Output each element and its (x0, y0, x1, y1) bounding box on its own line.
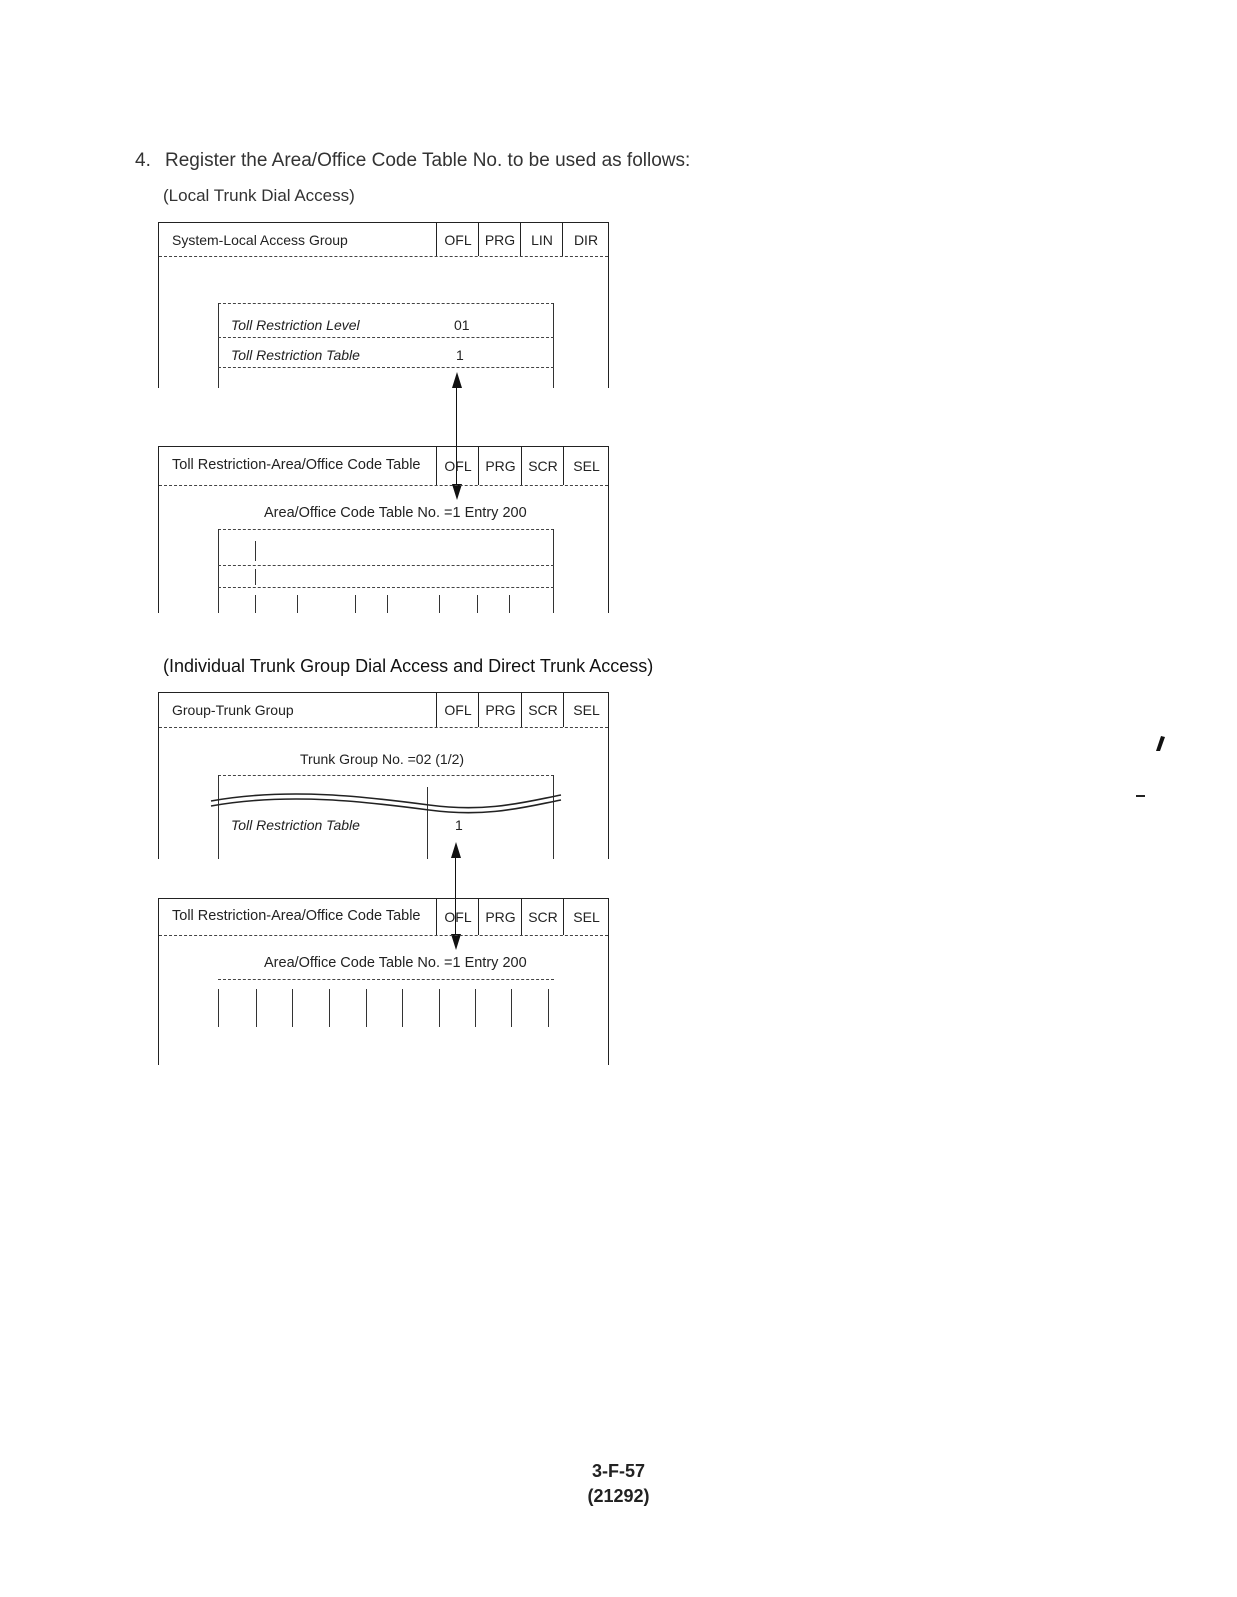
ink-blot-icon (1150, 733, 1170, 753)
row-divider (218, 367, 554, 368)
screen-title-bar (159, 693, 608, 728)
local-heading: (Local Trunk Dial Access) (163, 186, 355, 205)
area-office-code-table-screen-2 (158, 898, 609, 1065)
inner-table-top (218, 775, 554, 776)
column-divider (355, 595, 356, 613)
doc-number: (21292) (587, 1486, 650, 1506)
tab-scr[interactable]: SCR (521, 693, 564, 727)
row-divider (218, 337, 554, 338)
toll-restriction-table-label: Toll Restriction Table (231, 817, 360, 833)
screen-title-bar (159, 223, 608, 257)
tab-ofl[interactable]: OFL (436, 447, 479, 485)
tab-scr[interactable]: SCR (521, 899, 564, 935)
column-divider (255, 541, 256, 561)
column-divider (402, 989, 403, 1027)
tab-prg[interactable]: PRG (478, 223, 521, 256)
inner-right-border (553, 303, 554, 388)
column-divider (297, 595, 298, 613)
tab-sel[interactable]: SEL (563, 899, 609, 935)
column-divider (387, 595, 388, 613)
inner-table-top (218, 529, 554, 530)
tab-prg[interactable]: PRG (478, 899, 522, 935)
column-divider (439, 989, 440, 1027)
step-number: 4. (135, 150, 151, 171)
toll-restriction-level-label: Toll Restriction Level (231, 317, 360, 333)
screen-title-bar (159, 447, 608, 486)
system-local-access-screen (158, 222, 609, 388)
column-divider (439, 595, 440, 613)
column-divider (255, 569, 256, 585)
area-office-code-table-screen-1 (158, 446, 609, 613)
column-divider (477, 595, 478, 613)
column-divider (292, 989, 293, 1027)
column-divider (511, 989, 512, 1027)
screen-title: Toll Restriction-Area/Office Code Table (172, 908, 421, 924)
column-divider (509, 595, 510, 613)
step-text: Register the Area/Office Code Table No. to be used as follows: (165, 150, 691, 171)
inner-table-top (218, 303, 554, 304)
toll-restriction-table-value[interactable]: 1 (455, 817, 463, 833)
table-caption: Area/Office Code Table No. =1 Entry 200 (264, 505, 527, 521)
tab-dir[interactable]: DIR (562, 223, 609, 256)
tab-ofl[interactable]: OFL (436, 223, 479, 256)
tab-lin[interactable]: LIN (520, 223, 563, 256)
column-divider (329, 989, 330, 1027)
toll-restriction-table-label: Toll Restriction Table (231, 347, 360, 363)
arrow-up-icon (451, 842, 461, 858)
table-caption: Area/Office Code Table No. =1 Entry 200 (264, 955, 527, 971)
inner-left-border (218, 529, 219, 613)
column-divider (548, 989, 549, 1027)
trunk-group-caption: Trunk Group No. =02 (1/2) (300, 751, 465, 767)
tab-sel[interactable]: SEL (563, 693, 609, 727)
row-divider (218, 587, 554, 588)
arrow-up-icon (452, 372, 462, 388)
column-divider (475, 989, 476, 1027)
inner-left-border (218, 775, 219, 859)
toll-restriction-table-value[interactable]: 1 (456, 347, 464, 363)
group-trunk-group-screen (158, 692, 609, 859)
inner-right-border (553, 775, 554, 859)
inner-table-top (218, 979, 554, 980)
tab-ofl[interactable]: OFL (436, 693, 479, 727)
tab-prg[interactable]: PRG (478, 447, 522, 485)
dash-mark (1136, 795, 1145, 797)
inner-left-border (218, 303, 219, 388)
screen-title-bar (159, 899, 608, 936)
toll-restriction-level-value[interactable]: 01 (454, 317, 470, 333)
inner-right-border (553, 529, 554, 613)
screen-title: Group-Trunk Group (172, 702, 294, 718)
tab-scr[interactable]: SCR (521, 447, 564, 485)
row-divider (218, 565, 554, 566)
page-id: 3-F-57 (591, 1461, 645, 1481)
tab-prg[interactable]: PRG (478, 693, 522, 727)
tab-sel[interactable]: SEL (563, 447, 609, 485)
column-divider (366, 989, 367, 1027)
screen-title: Toll Restriction-Area/Office Code Table (172, 457, 421, 473)
column-divider (256, 989, 257, 1027)
step-instruction (135, 150, 690, 172)
individual-heading: (Individual Trunk Group Dial Access and Direct Trunk Access) (163, 656, 654, 676)
break-wave-icon (209, 789, 564, 815)
tab-ofl[interactable]: OFL (436, 899, 479, 935)
column-divider (218, 989, 219, 1027)
column-divider (255, 595, 256, 613)
screen-title: System-Local Access Group (172, 232, 348, 248)
